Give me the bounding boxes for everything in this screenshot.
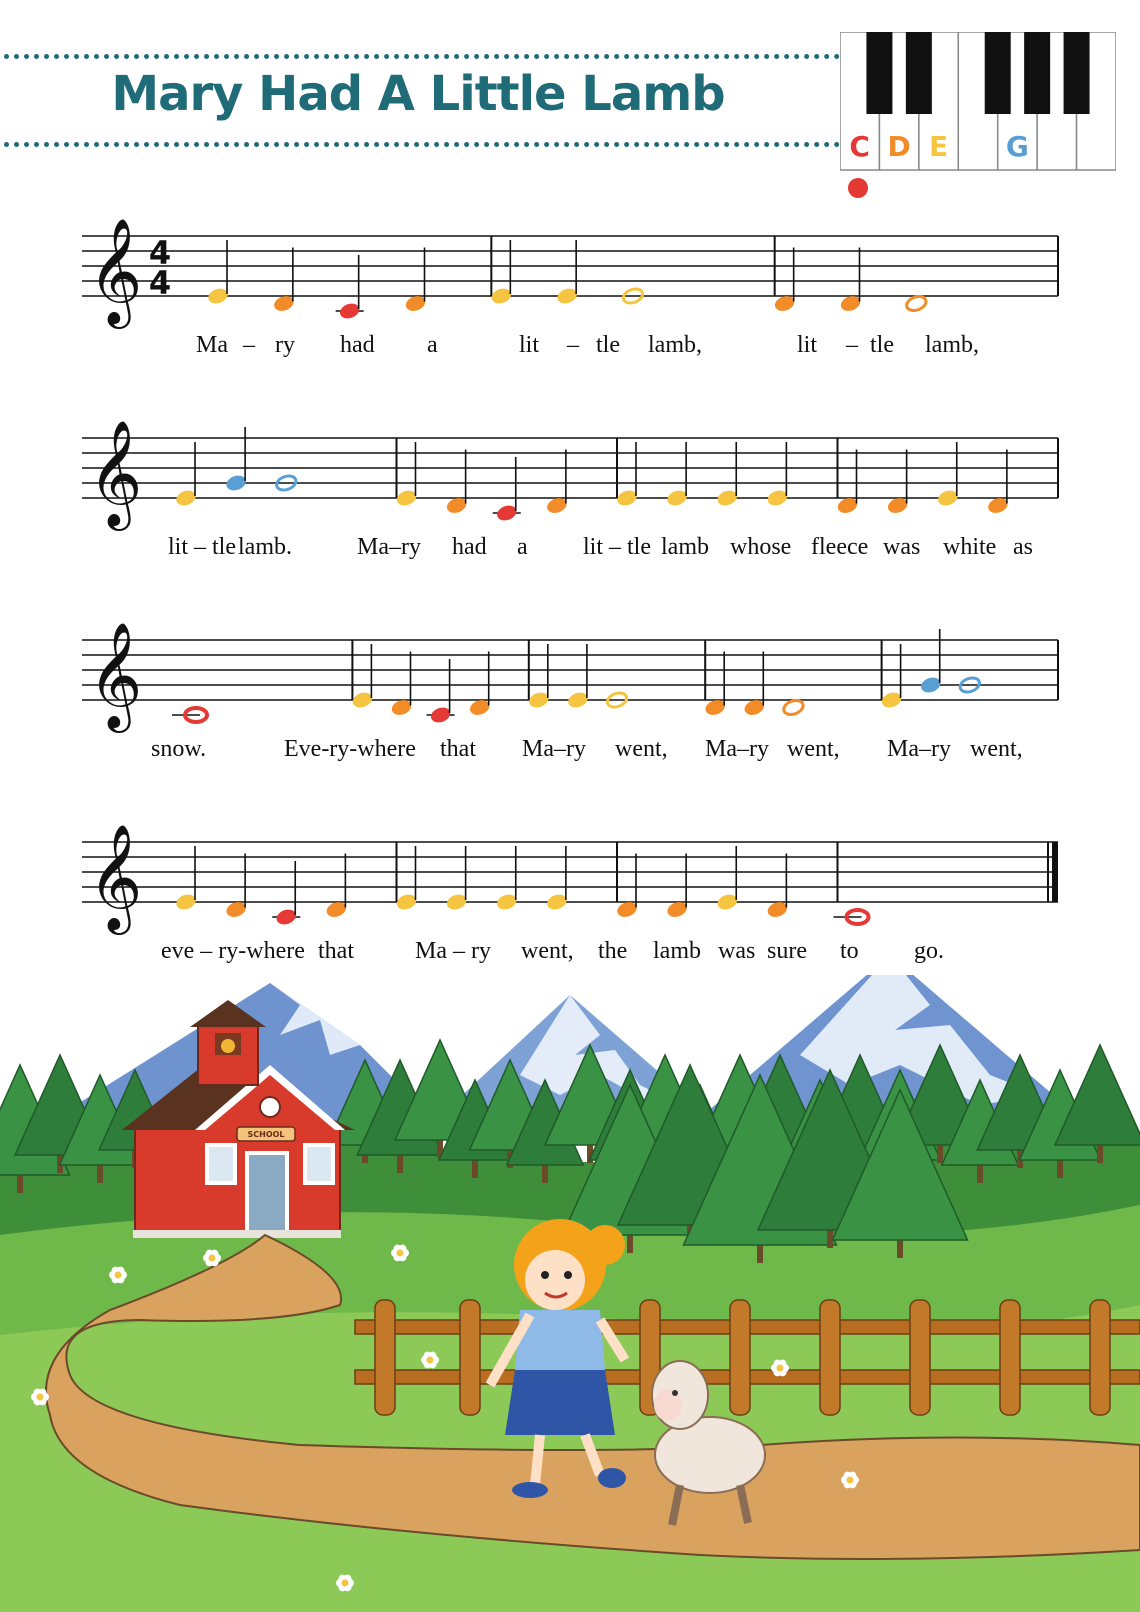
lyric-syllable: went, bbox=[970, 736, 1023, 762]
note-e bbox=[545, 846, 569, 912]
piano-key-label-g: G bbox=[1005, 130, 1029, 163]
piano-key-label-c: C bbox=[849, 130, 870, 163]
tree-trunk bbox=[937, 1145, 943, 1163]
tree-trunk bbox=[627, 1235, 633, 1253]
fence-post bbox=[730, 1300, 750, 1415]
note-e bbox=[490, 240, 514, 306]
lyric-syllable: had bbox=[340, 332, 375, 358]
note-c bbox=[427, 659, 455, 725]
daisy-center bbox=[37, 1394, 44, 1401]
lyric-syllable: lamb, bbox=[925, 332, 979, 358]
piano-key-label-d: D bbox=[887, 130, 911, 163]
start-note-marker bbox=[848, 178, 868, 198]
note-c bbox=[834, 910, 869, 924]
daisy-center bbox=[847, 1477, 854, 1484]
lyric-syllable: lamb, bbox=[648, 332, 702, 358]
tree-trunk bbox=[757, 1245, 763, 1263]
note-c bbox=[172, 708, 207, 722]
schoolhouse-illustration bbox=[0, 975, 1140, 1612]
note-e bbox=[445, 846, 469, 912]
note-e bbox=[495, 846, 519, 912]
tree-trunk bbox=[977, 1165, 983, 1183]
lyric-syllable: ry bbox=[275, 332, 295, 358]
daisy-center bbox=[777, 1365, 784, 1372]
lyric-syllable: white bbox=[943, 534, 997, 560]
note-e bbox=[715, 846, 739, 912]
lyric-syllable: whose bbox=[730, 534, 792, 560]
note-d bbox=[905, 294, 928, 313]
note-head-half bbox=[782, 698, 805, 717]
lyric-syllable: Ma bbox=[196, 332, 228, 358]
lyric-syllable: had bbox=[452, 534, 487, 560]
lyric-syllable: to bbox=[840, 938, 859, 964]
note-e bbox=[174, 442, 198, 508]
lyric-syllable: lamb bbox=[661, 534, 709, 560]
note-head-half bbox=[905, 294, 928, 313]
lyric-syllable: sure bbox=[767, 938, 807, 964]
lyric-syllable: a bbox=[427, 332, 438, 358]
lyric-syllable: tle bbox=[870, 332, 894, 358]
lyric-syllable: – bbox=[567, 332, 579, 358]
lyric-syllable: Ma–ry bbox=[357, 534, 421, 560]
lyric-syllable: that bbox=[318, 938, 354, 964]
lyric-syllable: went, bbox=[521, 938, 574, 964]
treble-clef-icon: 𝄞 bbox=[88, 419, 143, 526]
note-e bbox=[936, 442, 960, 508]
note-c bbox=[493, 457, 521, 523]
staff-4 bbox=[82, 823, 1058, 935]
lyric-syllable: – bbox=[846, 332, 858, 358]
note-g bbox=[919, 629, 943, 695]
lyric-syllable: was bbox=[718, 938, 756, 964]
staff-2 bbox=[82, 419, 1058, 531]
note-e bbox=[566, 644, 590, 710]
fence-post bbox=[1000, 1300, 1020, 1415]
note-e bbox=[766, 442, 790, 508]
page-title: Mary Had A Little Lamb bbox=[111, 66, 725, 122]
lyric-syllable: that bbox=[440, 736, 476, 762]
lyric-syllable: snow. bbox=[151, 736, 207, 762]
note-e bbox=[715, 442, 739, 508]
daisy-center bbox=[115, 1272, 122, 1279]
lyric-syllable: eve – ry-where bbox=[161, 938, 305, 964]
note-e bbox=[527, 644, 551, 710]
lyric-syllable: went, bbox=[615, 736, 668, 762]
tree-trunk bbox=[472, 1160, 478, 1178]
tree-trunk bbox=[897, 1240, 903, 1258]
piano-key-label-e: E bbox=[929, 130, 949, 163]
note-e bbox=[395, 846, 419, 912]
note-c bbox=[272, 861, 300, 927]
tree-trunk bbox=[397, 1155, 403, 1173]
treble-clef-icon: 𝄞 bbox=[88, 217, 143, 324]
note-e bbox=[555, 240, 579, 306]
tree-trunk bbox=[1057, 1160, 1063, 1178]
tree-trunk bbox=[17, 1175, 23, 1193]
lyric-syllable: fleece bbox=[811, 534, 869, 560]
daisy-center bbox=[209, 1255, 216, 1262]
lyric-syllable: tle bbox=[596, 332, 620, 358]
time-signature-bottom: 4 bbox=[148, 264, 172, 302]
note-e bbox=[206, 240, 230, 306]
fence-post bbox=[375, 1300, 395, 1415]
lyric-syllable: Ma–ry bbox=[522, 736, 586, 762]
lyric-syllable: lit bbox=[797, 332, 818, 358]
lyric-syllable: lit – tle bbox=[168, 534, 236, 560]
tree-trunk bbox=[1097, 1145, 1103, 1163]
staff-3 bbox=[82, 621, 1058, 733]
note-e bbox=[395, 442, 419, 508]
daisy-center bbox=[397, 1250, 404, 1257]
tree-trunk bbox=[97, 1165, 103, 1183]
school-sign: SCHOOL bbox=[247, 1130, 285, 1139]
treble-clef-icon: 𝄞 bbox=[88, 621, 143, 728]
fence-post bbox=[820, 1300, 840, 1415]
tree-trunk bbox=[827, 1230, 833, 1248]
fence-post bbox=[460, 1300, 480, 1415]
tree-trunk bbox=[542, 1165, 548, 1183]
note-e bbox=[351, 644, 375, 710]
lyric-syllable: Eve-ry-where bbox=[284, 736, 416, 762]
note-d bbox=[782, 698, 805, 717]
treble-clef-icon: 𝄞 bbox=[88, 823, 143, 930]
note-c bbox=[336, 255, 364, 321]
note-e bbox=[665, 442, 689, 508]
lyric-syllable: lamb. bbox=[238, 534, 292, 560]
lyric-syllable: Ma–ry bbox=[887, 736, 951, 762]
lyric-syllable: go. bbox=[914, 938, 944, 964]
lyric-syllable: Ma – ry bbox=[415, 938, 491, 964]
lyric-syllable: – bbox=[243, 332, 255, 358]
time-signature-top: 4 bbox=[148, 234, 172, 272]
note-g bbox=[224, 427, 248, 493]
fence-post bbox=[910, 1300, 930, 1415]
lyric-syllable: a bbox=[517, 534, 528, 560]
lyric-syllable: lamb bbox=[653, 938, 701, 964]
lyric-syllable: lit bbox=[519, 332, 540, 358]
note-e bbox=[174, 846, 198, 912]
daisy-center bbox=[342, 1580, 349, 1587]
fence-post bbox=[1090, 1300, 1110, 1415]
lyric-syllable: went, bbox=[787, 736, 840, 762]
lyric-syllable: was bbox=[883, 534, 921, 560]
staff-1 bbox=[82, 217, 1058, 329]
daisy-center bbox=[427, 1357, 434, 1364]
lyric-syllable: as bbox=[1013, 534, 1033, 560]
lyric-syllable: Ma–ry bbox=[705, 736, 769, 762]
lyric-syllable: the bbox=[598, 938, 628, 964]
lyric-syllable: lit – tle bbox=[583, 534, 651, 560]
note-e bbox=[615, 442, 639, 508]
note-e bbox=[880, 644, 904, 710]
